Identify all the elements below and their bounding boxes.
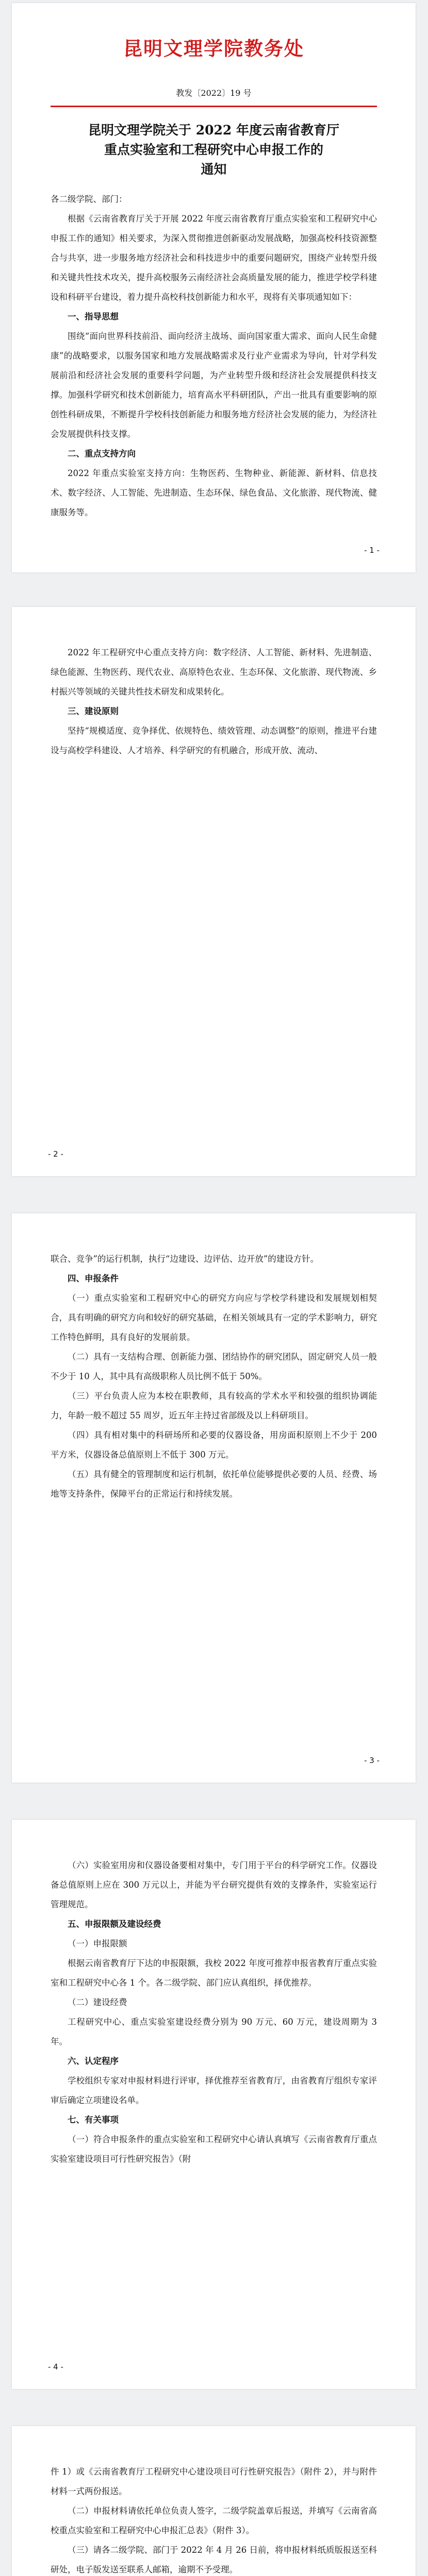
document-title (51, 121, 377, 179)
section-heading: 五、申报限额及建设经费 (68, 1919, 161, 1929)
subsection-heading: （一）申报限额 (68, 1939, 127, 1948)
page-number: - 1 - (364, 546, 380, 555)
document-page-3 (12, 1213, 416, 1783)
body-paragraph: 围绕“面向世界科技前沿、面向经济主战场、面向国家重大需求、面向人民生命健康”的战略要求，以服务国家和地方发展战略需求及行业产业需求为导向，针对学科发展前沿和经济社会发展的重要科学问题，为产业转型升级和经济社会发展提供科技支撑。加强科学研究和技术创新能力，培育高水平科研团队，产出一批具有重要影响的原创性科研成果，不断提升学校科技创新能力和服务地方经济社会发展的能力，为经济社会发展提供科技支撑。 (51, 331, 377, 439)
section-heading: 七、有关事项 (68, 2115, 119, 2125)
body-paragraph: （三）平台负责人应为本校在职教师，具有较高的学术水平和较强的组织协调能力，年龄一般不超过 55 周岁，近五年主持过省部级及以上科研项目。 (51, 1391, 377, 1420)
document-number: 教发〔2022〕19 号 (176, 88, 252, 98)
subsection-heading: （二）建设经费 (68, 1997, 127, 2007)
body-paragraph: 坚持“规模适度、竞争择优、依规特色、绩效管理、动态调整”的原则，推进平台建设与高校学科建设、人才培养、科学研究的有机融合，形成开放、流动、 (51, 726, 377, 755)
document-page-4 (12, 1820, 416, 2389)
body-paragraph: 2022 年工程研究中心重点支持方向：数字经济、人工智能、新材料、先进制造、绿色能源、生物医药、现代农业、高原特色农业、生态环保、文化旅游、现代物流、乡村振兴等领域的关键共性技术研发和成果转化。 (51, 648, 377, 697)
body-paragraph: （六）实验室用房和仪器设备要相对集中，专门用于平台的科学研究工作。仪器设备总值原则上应在 300 万元以上，并能为平台研究提供有效的支撑条件，实验室运行管理规范。 (51, 1860, 377, 1909)
salutation: 各二级学院、部门： (51, 194, 127, 204)
document-page-5 (12, 2426, 416, 2576)
body-paragraph: （二）具有一支结构合理、创新能力强、团结协作的研究团队，固定研究人员一般不少于 10 人，其中具有高级职称人员比例不低于 50%。 (51, 1352, 377, 1381)
body-paragraph: 根据云南省教育厅下达的申报限额，我校 2022 年度可推荐申报省教育厅重点实验室和工程研究中心各 1 个。各二级学院、部门应认真组织，择优推荐。 (51, 1958, 377, 1988)
body-paragraph: 2022 年重点实验室支持方向：生物医药、生物种业、新能源、新材料、信息技术、数字经济、人工智能、先进制造、生态环保、绿色食品、文化旅游、现代物流、健康服务等。 (51, 468, 377, 517)
title-line: 通知 (201, 162, 227, 177)
page-number: - 4 - (48, 2362, 63, 2371)
masthead-title: 昆明文理学院教务处 (123, 38, 304, 60)
body-paragraph: （一）符合申报条件的重点实验室和工程研究中心请认真填写《云南省教育厅重点实验室建设项目可行性研究报告》（附 (51, 2134, 377, 2164)
body-paragraph: （一）重点实验室和工程研究中心的研究方向应与学校学科建设和发展规划相契合，具有明确的研究方向和较好的研究基础，在相关领域具有一定的学术影响力，研究工作特色鲜明，具有良好的发展前景。 (51, 1293, 377, 1342)
document-page-2 (12, 607, 416, 1176)
title-line: 昆明文理学院关于 2022 年度云南省教育厅 (88, 123, 339, 138)
document-page-1 (12, 3, 416, 572)
body-paragraph: 件 1）或《云南省教育厅工程研究中心建设项目可行性研究报告》（附件 2），并与附件材料一式两份报送。 (51, 2467, 377, 2496)
body-paragraph: （四）具有相对集中的科研场所和必要的仪器设备，用房面积原则上不少于 200 平方米，仪器设备总值原则上不低于 300 万元。 (51, 1430, 377, 1460)
body-paragraph: （三）请各二级学院、部门于 2022 年 4 月 26 日前，将申报材料纸质版报送至科研处，电子版发送至联系人邮箱，逾期不予受理。 (51, 2545, 377, 2574)
section-heading: 四、申报条件 (68, 1274, 119, 1283)
page-number: - 3 - (364, 1756, 380, 1765)
section-heading: 三、建设原则 (68, 706, 119, 716)
body-paragraph: （五）具有健全的管理制度和运行机制，依托单位能够提供必要的人员、经费、场地等支持条件，保障平台的正常运行和持续发展。 (51, 1469, 377, 1499)
page-number: - 2 - (48, 1149, 63, 1159)
body-paragraph: 工程研究中心、重点实验室建设经费分别为 90 万元、60 万元，建设周期为 3 年。 (51, 2017, 377, 2046)
body-paragraph: 根据《云南省教育厅关于开展 2022 年度云南省教育厅重点实验室和工程研究中心申报工作的通知》相关要求，为深入贯彻推进创新驱动发展战略，加强高校科技资源整合与共享，进一步服务地方经济社会和科技进步中的重要问题研究，围绕产业转型升级和关键共性技术攻关，提升高校服务云南经济社会高质量发展的能力，推进学校学科建设和科研平台建设，着力提升高校科技创新能力和水平，现将有关事项通知如下： (51, 214, 377, 302)
title-line: 重点实验室和工程研究中心申报工作的 (104, 142, 323, 157)
body-paragraph: 联合、竞争”的运行机制，执行“边建设、边评估、边开放”的建设方针。 (51, 1254, 319, 1264)
section-heading: 六、认定程序 (68, 2056, 119, 2066)
body-paragraph: 学校组织专家对申报材料进行评审，择优推荐至省教育厅，由省教育厅组织专家评审后确定立项建设名单。 (51, 2076, 377, 2105)
body-paragraph: （二）申报材料请依托单位负责人签字，二级学院盖章后报送，并填写《云南省高校重点实验室和工程研究中心申报汇总表》（附件 3）。 (51, 2506, 377, 2535)
section-heading: 二、重点支持方向 (68, 449, 136, 459)
section-heading: 一、指导思想 (68, 312, 119, 321)
red-divider-line (51, 106, 377, 107)
